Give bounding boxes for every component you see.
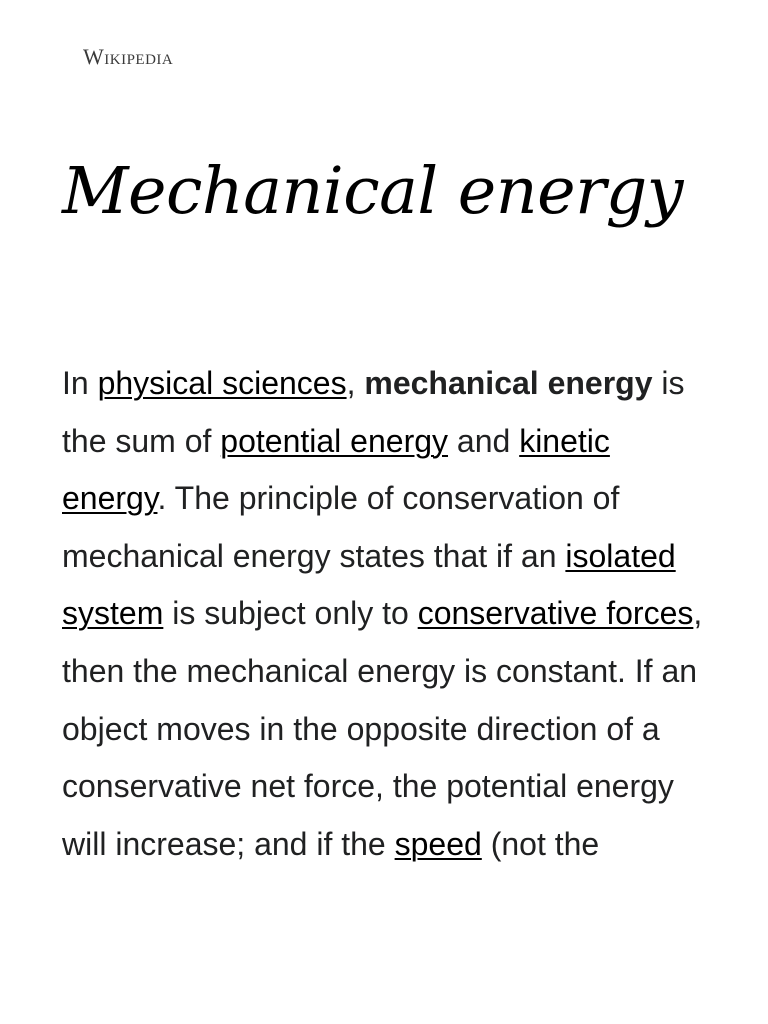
link-isolated[interactable]: isolated [565, 537, 676, 574]
link-conservative-forces[interactable]: conservative forces [417, 595, 694, 632]
wikipedia-wordmark-link[interactable]: Wikipedia [83, 44, 174, 69]
paragraph-text: , then the mechanical energy is constant. If an object moves in the opposite direction of a conservative net force, the potential energy will increase; and if the [62, 595, 703, 862]
paragraph-text: is subject only to [163, 595, 418, 632]
lead-paragraph [62, 355, 712, 873]
page-title: Mechanical energy [62, 154, 683, 229]
link-physical-sciences[interactable]: physical sciences [97, 365, 347, 401]
paragraph-text: (not the [481, 825, 600, 862]
paragraph-text: In [62, 365, 98, 401]
paragraph-text: is the sum of [62, 365, 685, 459]
link-kinetic-energy[interactable]: kinetic energy [62, 422, 610, 517]
paragraph-text: . The principle of conservation of mechanical energy states that if an [62, 480, 620, 574]
paragraph-text: and [448, 422, 520, 459]
site-header [83, 40, 173, 74]
link-system[interactable]: system [62, 595, 164, 632]
link-speed[interactable]: speed [394, 825, 482, 862]
paragraph-text: , [346, 365, 365, 401]
bold-term: mechanical energy [364, 365, 653, 401]
link-potential-energy[interactable]: potential energy [220, 422, 449, 459]
